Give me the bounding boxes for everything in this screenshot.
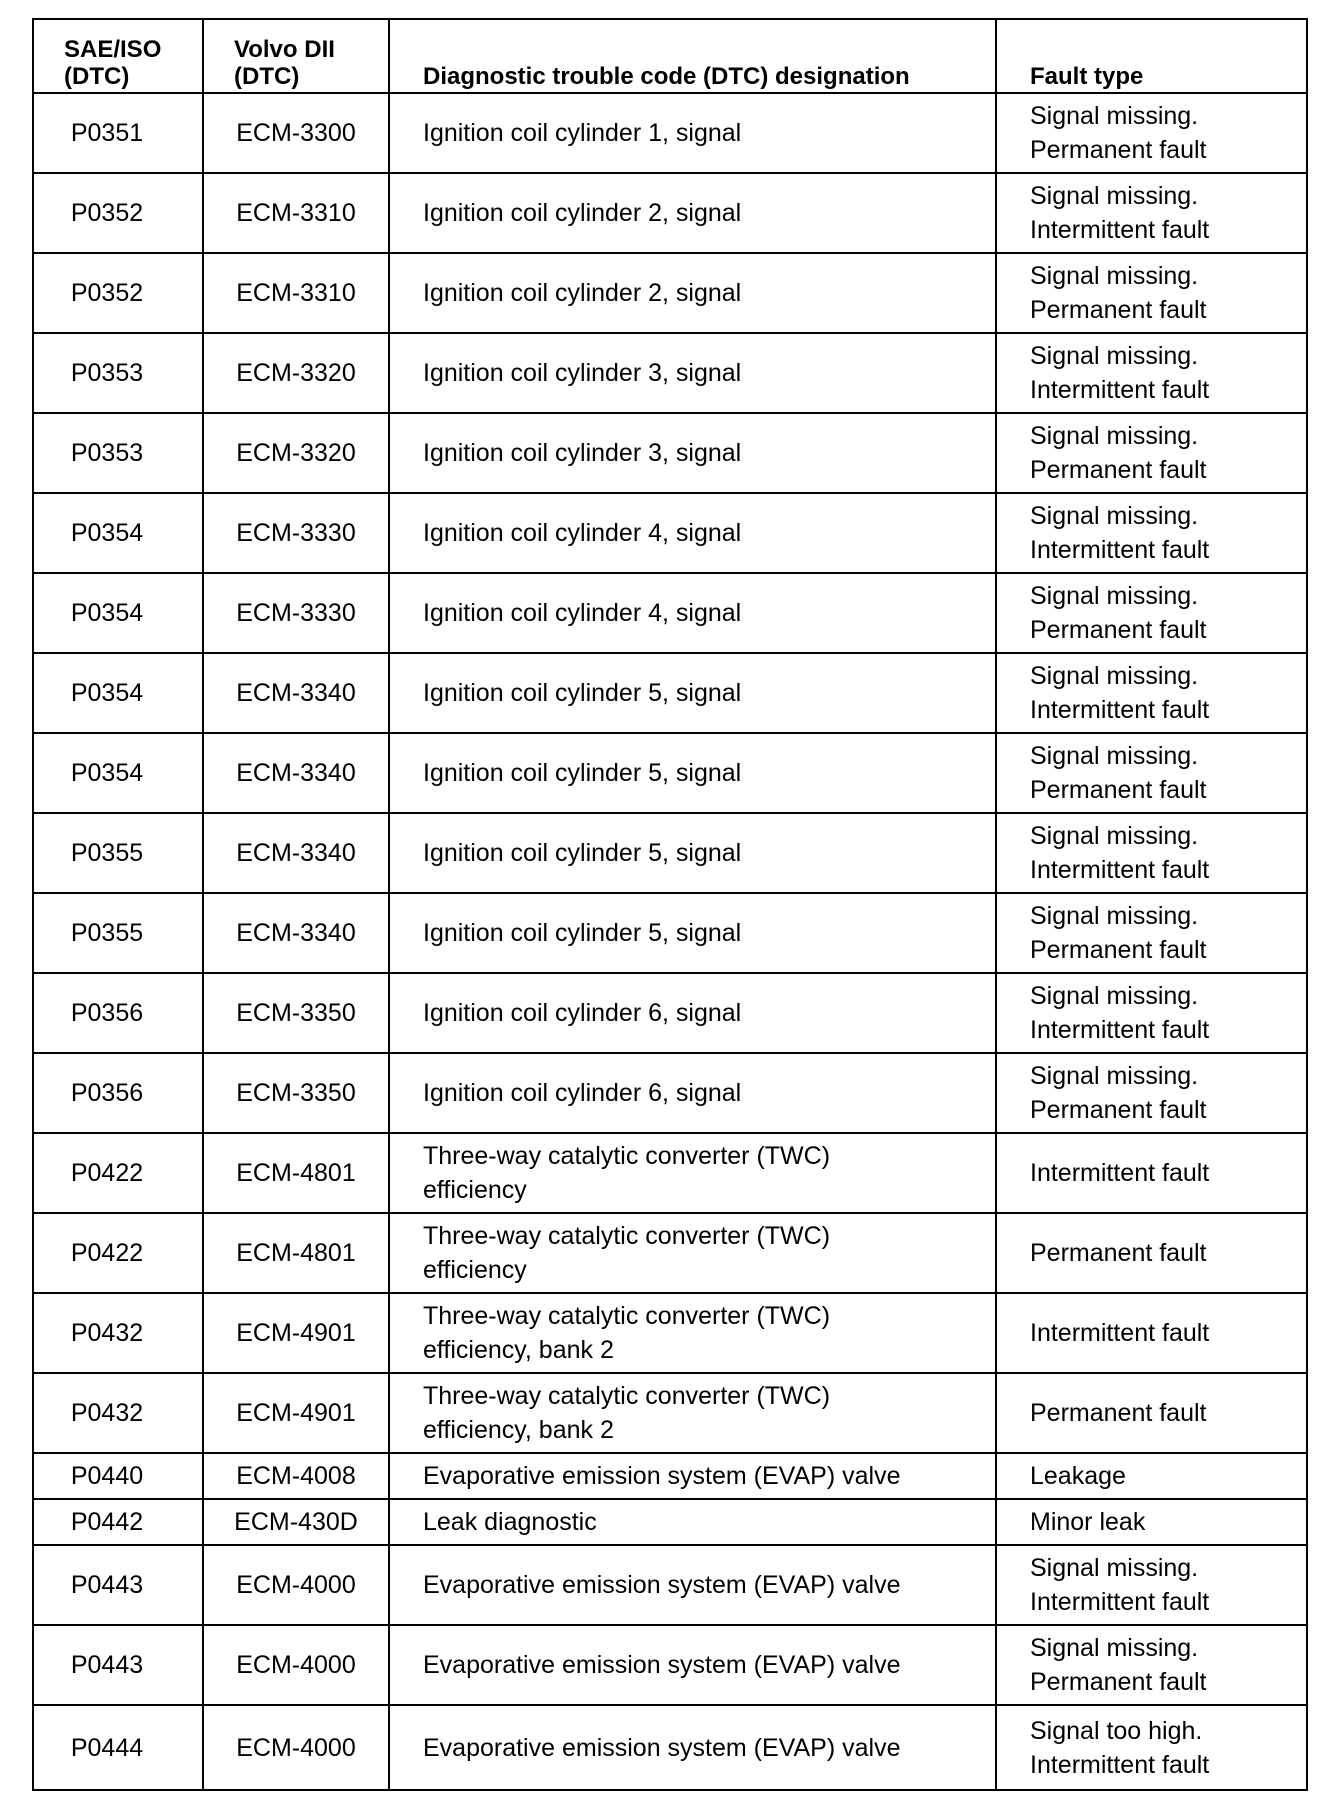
sae-code-cell-text: P0443 <box>70 1571 144 1599</box>
table-body <box>33 93 1307 1790</box>
volvo-code-cell-text: ECM-3340 <box>236 919 356 947</box>
designation-cell <box>389 93 996 173</box>
table-row <box>33 493 1307 573</box>
fault-type-cell <box>996 1499 1307 1545</box>
sae-code-cell-text: P0354 <box>70 519 144 547</box>
designation-cell <box>389 333 996 413</box>
fault-type-cell <box>996 1705 1307 1790</box>
volvo-code-cell-text: ECM-3340 <box>236 839 356 867</box>
volvo-code-cell-text: ECM-3320 <box>236 359 356 387</box>
table-row <box>33 413 1307 493</box>
sae-code-cell <box>33 893 203 973</box>
sae-code-cell <box>33 653 203 733</box>
volvo-code-cell <box>203 813 389 893</box>
volvo-code-cell <box>203 333 389 413</box>
volvo-code-cell <box>203 173 389 253</box>
sae-code-cell-text: P0442 <box>70 1508 144 1536</box>
fault-type-cell-text: Signal missing. Permanent fault <box>1030 102 1207 164</box>
header-fault-type <box>996 19 1307 93</box>
fault-type-cell-text: Signal missing. Permanent fault <box>1030 422 1207 484</box>
fault-type-cell <box>996 1133 1307 1213</box>
volvo-code-cell <box>203 1053 389 1133</box>
volvo-code-cell <box>203 1133 389 1213</box>
designation-cell <box>389 653 996 733</box>
volvo-code-cell-text: ECM-3310 <box>236 279 356 307</box>
header-volvo-dii <box>203 19 389 93</box>
sae-code-cell-text: P0432 <box>70 1399 144 1427</box>
sae-code-cell-text: P0354 <box>70 759 144 787</box>
volvo-code-cell <box>203 1705 389 1790</box>
sae-code-cell <box>33 253 203 333</box>
volvo-code-cell-text: ECM-3350 <box>236 999 356 1027</box>
fault-type-cell-text: Signal missing. Intermittent fault <box>1030 342 1210 404</box>
designation-cell-text: Ignition coil cylinder 5, signal <box>423 839 742 867</box>
designation-cell <box>389 1293 996 1373</box>
volvo-code-cell-text: ECM-3330 <box>236 599 356 627</box>
sae-code-cell <box>33 1625 203 1705</box>
table-row <box>33 1213 1307 1293</box>
designation-cell-text: Three-way catalytic converter (TWC) efficiency, bank 2 <box>423 1302 831 1364</box>
header-sae-iso <box>33 19 203 93</box>
fault-type-cell <box>996 253 1307 333</box>
sae-code-cell-text: P0352 <box>70 199 144 227</box>
designation-cell <box>389 1053 996 1133</box>
designation-cell-text: Evaporative emission system (EVAP) valve <box>423 1733 901 1762</box>
designation-cell-text: Ignition coil cylinder 6, signal <box>423 999 742 1027</box>
dtc-table <box>32 18 1308 1791</box>
sae-code-cell <box>33 1053 203 1133</box>
table-row <box>33 813 1307 893</box>
fault-type-cell-text: Intermittent fault <box>1030 1319 1210 1347</box>
sae-code-cell <box>33 733 203 813</box>
designation-cell <box>389 253 996 333</box>
volvo-code-cell-text: ECM-4801 <box>236 1159 356 1187</box>
fault-type-cell <box>996 573 1307 653</box>
sae-code-cell-text: P0356 <box>70 999 144 1027</box>
fault-type-cell-text: Signal missing. Intermittent fault <box>1030 982 1210 1044</box>
volvo-code-cell-text: ECM-4000 <box>236 1733 356 1762</box>
sae-code-cell <box>33 1373 203 1453</box>
designation-cell-text: Ignition coil cylinder 4, signal <box>423 519 742 547</box>
table-row <box>33 93 1307 173</box>
fault-type-cell-text: Signal missing. Intermittent fault <box>1030 822 1210 884</box>
table-row <box>33 973 1307 1053</box>
volvo-code-cell-text: ECM-430D <box>234 1508 358 1536</box>
sae-code-cell <box>33 1293 203 1373</box>
designation-cell <box>389 1545 996 1625</box>
volvo-code-cell <box>203 653 389 733</box>
header-designation-text: Diagnostic trouble code (DTC) designation <box>423 63 910 90</box>
sae-code-cell-text: P0354 <box>70 679 144 707</box>
fault-type-cell <box>996 1373 1307 1453</box>
sae-code-cell <box>33 173 203 253</box>
table-row <box>33 1133 1307 1213</box>
designation-cell-text: Ignition coil cylinder 4, signal <box>423 599 742 627</box>
designation-cell-text: Leak diagnostic <box>423 1508 597 1536</box>
designation-cell <box>389 1625 996 1705</box>
fault-type-cell <box>996 413 1307 493</box>
table-row <box>33 1453 1307 1499</box>
table-row <box>33 1293 1307 1373</box>
volvo-code-cell <box>203 1213 389 1293</box>
table-row <box>33 173 1307 253</box>
designation-cell <box>389 1373 996 1453</box>
volvo-code-cell <box>203 1545 389 1625</box>
volvo-code-cell <box>203 573 389 653</box>
volvo-code-cell-text: ECM-4008 <box>236 1462 356 1490</box>
sae-code-cell <box>33 493 203 573</box>
table-row <box>33 573 1307 653</box>
volvo-code-cell <box>203 413 389 493</box>
fault-type-cell-text: Intermittent fault <box>1030 1159 1210 1187</box>
table-row <box>33 1705 1307 1790</box>
table-row <box>33 253 1307 333</box>
fault-type-cell-text: Signal missing. Permanent fault <box>1030 742 1207 804</box>
fault-type-cell-text: Minor leak <box>1030 1508 1146 1536</box>
fault-type-cell-text: Signal missing. Permanent fault <box>1030 902 1207 964</box>
designation-cell-text: Ignition coil cylinder 5, signal <box>423 759 742 787</box>
fault-type-cell <box>996 813 1307 893</box>
sae-code-cell <box>33 1705 203 1790</box>
designation-cell <box>389 973 996 1053</box>
volvo-code-cell <box>203 1373 389 1453</box>
volvo-code-cell-text: ECM-3340 <box>236 759 356 787</box>
sae-code-cell-text: P0353 <box>70 439 144 467</box>
fault-type-cell <box>996 893 1307 973</box>
table-row <box>33 733 1307 813</box>
fault-type-cell-text: Signal missing. Intermittent fault <box>1030 1554 1210 1616</box>
fault-type-cell-text: Signal too high. Intermittent fault <box>1030 1716 1210 1779</box>
sae-code-cell <box>33 1499 203 1545</box>
table-row <box>33 653 1307 733</box>
table-row <box>33 1053 1307 1133</box>
volvo-code-cell-text: ECM-4000 <box>236 1571 356 1599</box>
volvo-code-cell-text: ECM-3310 <box>236 199 356 227</box>
fault-type-cell-text: Signal missing. Permanent fault <box>1030 1062 1207 1124</box>
sae-code-cell-text: P0353 <box>70 359 144 387</box>
designation-cell-text: Three-way catalytic converter (TWC) efficiency, bank 2 <box>423 1382 831 1444</box>
designation-cell-text: Ignition coil cylinder 2, signal <box>423 199 742 227</box>
sae-code-cell <box>33 333 203 413</box>
designation-cell <box>389 493 996 573</box>
sae-code-cell-text: P0422 <box>70 1239 144 1267</box>
volvo-code-cell-text: ECM-4901 <box>236 1319 356 1347</box>
designation-cell-text: Ignition coil cylinder 5, signal <box>423 679 742 707</box>
volvo-code-cell <box>203 1293 389 1373</box>
volvo-code-cell <box>203 893 389 973</box>
fault-type-cell-text: Permanent fault <box>1030 1399 1207 1427</box>
volvo-code-cell <box>203 493 389 573</box>
fault-type-cell <box>996 1453 1307 1499</box>
sae-code-cell-text: P0352 <box>70 279 144 307</box>
volvo-code-cell <box>203 93 389 173</box>
fault-type-cell <box>996 1625 1307 1705</box>
fault-type-cell <box>996 653 1307 733</box>
volvo-code-cell <box>203 1499 389 1545</box>
fault-type-cell <box>996 733 1307 813</box>
header-designation <box>389 19 996 93</box>
volvo-code-cell-text: ECM-3340 <box>236 679 356 707</box>
designation-cell-text: Evaporative emission system (EVAP) valve <box>423 1651 901 1679</box>
header-fault-type-text: Fault type <box>1030 63 1144 90</box>
sae-code-cell <box>33 1213 203 1293</box>
header-sae-iso-text: SAE/ISO (DTC) <box>64 36 162 90</box>
designation-cell-text: Ignition coil cylinder 6, signal <box>423 1079 742 1107</box>
volvo-code-cell <box>203 973 389 1053</box>
sae-code-cell-text: P0351 <box>70 119 144 147</box>
designation-cell-text: Ignition coil cylinder 1, signal <box>423 119 742 147</box>
fault-type-cell <box>996 973 1307 1053</box>
volvo-code-cell-text: ECM-3330 <box>236 519 356 547</box>
designation-cell-text: Evaporative emission system (EVAP) valve <box>423 1462 901 1490</box>
volvo-code-cell <box>203 253 389 333</box>
designation-cell <box>389 413 996 493</box>
designation-cell <box>389 573 996 653</box>
fault-type-cell <box>996 1293 1307 1373</box>
volvo-code-cell-text: ECM-3300 <box>236 119 356 147</box>
fault-type-cell-text: Signal missing. Intermittent fault <box>1030 182 1210 244</box>
volvo-code-cell-text: ECM-4000 <box>236 1651 356 1679</box>
volvo-code-cell <box>203 733 389 813</box>
fault-type-cell <box>996 1053 1307 1133</box>
fault-type-cell <box>996 493 1307 573</box>
sae-code-cell-text: P0432 <box>70 1319 144 1347</box>
sae-code-cell <box>33 1453 203 1499</box>
sae-code-cell <box>33 1133 203 1213</box>
volvo-code-cell <box>203 1625 389 1705</box>
sae-code-cell <box>33 573 203 653</box>
designation-cell <box>389 733 996 813</box>
designation-cell <box>389 813 996 893</box>
sae-code-cell-text: P0422 <box>70 1159 144 1187</box>
volvo-code-cell-text: ECM-4901 <box>236 1399 356 1427</box>
table-row <box>33 1545 1307 1625</box>
fault-type-cell-text: Leakage <box>1030 1462 1126 1490</box>
sae-code-cell <box>33 413 203 493</box>
designation-cell-text: Three-way catalytic converter (TWC) efficiency <box>423 1222 831 1284</box>
fault-type-cell-text: Signal missing. Permanent fault <box>1030 1634 1207 1696</box>
table-row <box>33 1373 1307 1453</box>
designation-cell-text: Ignition coil cylinder 3, signal <box>423 359 742 387</box>
designation-cell-text: Ignition coil cylinder 3, signal <box>423 439 742 467</box>
designation-cell-text: Three-way catalytic converter (TWC) efficiency <box>423 1142 831 1204</box>
volvo-code-cell <box>203 1453 389 1499</box>
header-volvo-dii-text: Volvo DII (DTC) <box>234 36 335 90</box>
fault-type-cell-text: Signal missing. Intermittent fault <box>1030 662 1210 724</box>
designation-cell <box>389 1705 996 1790</box>
sae-code-cell-text: P0355 <box>70 839 144 867</box>
designation-cell <box>389 1453 996 1499</box>
volvo-code-cell-text: ECM-3350 <box>236 1079 356 1107</box>
designation-cell <box>389 1213 996 1293</box>
fault-type-cell-text: Signal missing. Permanent fault <box>1030 582 1207 644</box>
sae-code-cell <box>33 973 203 1053</box>
table-row <box>33 1625 1307 1705</box>
table-row <box>33 893 1307 973</box>
sae-code-cell-text: P0443 <box>70 1651 144 1679</box>
volvo-code-cell-text: ECM-3320 <box>236 439 356 467</box>
table-row <box>33 333 1307 413</box>
designation-cell-text: Ignition coil cylinder 2, signal <box>423 279 742 307</box>
designation-cell <box>389 1133 996 1213</box>
designation-cell-text: Ignition coil cylinder 5, signal <box>423 919 742 947</box>
sae-code-cell-text: P0355 <box>70 919 144 947</box>
designation-cell-text: Evaporative emission system (EVAP) valve <box>423 1571 901 1599</box>
table-header-row <box>33 19 1307 93</box>
sae-code-cell <box>33 813 203 893</box>
fault-type-cell <box>996 1545 1307 1625</box>
sae-code-cell <box>33 93 203 173</box>
sae-code-cell-text: P0356 <box>70 1079 144 1107</box>
sae-code-cell-text: P0444 <box>70 1733 144 1762</box>
fault-type-cell <box>996 333 1307 413</box>
fault-type-cell <box>996 1213 1307 1293</box>
fault-type-cell-text: Permanent fault <box>1030 1239 1207 1267</box>
designation-cell <box>389 1499 996 1545</box>
fault-type-cell <box>996 93 1307 173</box>
fault-type-cell <box>996 173 1307 253</box>
volvo-code-cell-text: ECM-4801 <box>236 1239 356 1267</box>
fault-type-cell-text: Signal missing. Intermittent fault <box>1030 502 1210 564</box>
table-row <box>33 1499 1307 1545</box>
sae-code-cell-text: P0354 <box>70 599 144 627</box>
designation-cell <box>389 173 996 253</box>
sae-code-cell-text: P0440 <box>70 1462 144 1490</box>
designation-cell <box>389 893 996 973</box>
fault-type-cell-text: Signal missing. Permanent fault <box>1030 262 1207 324</box>
sae-code-cell <box>33 1545 203 1625</box>
